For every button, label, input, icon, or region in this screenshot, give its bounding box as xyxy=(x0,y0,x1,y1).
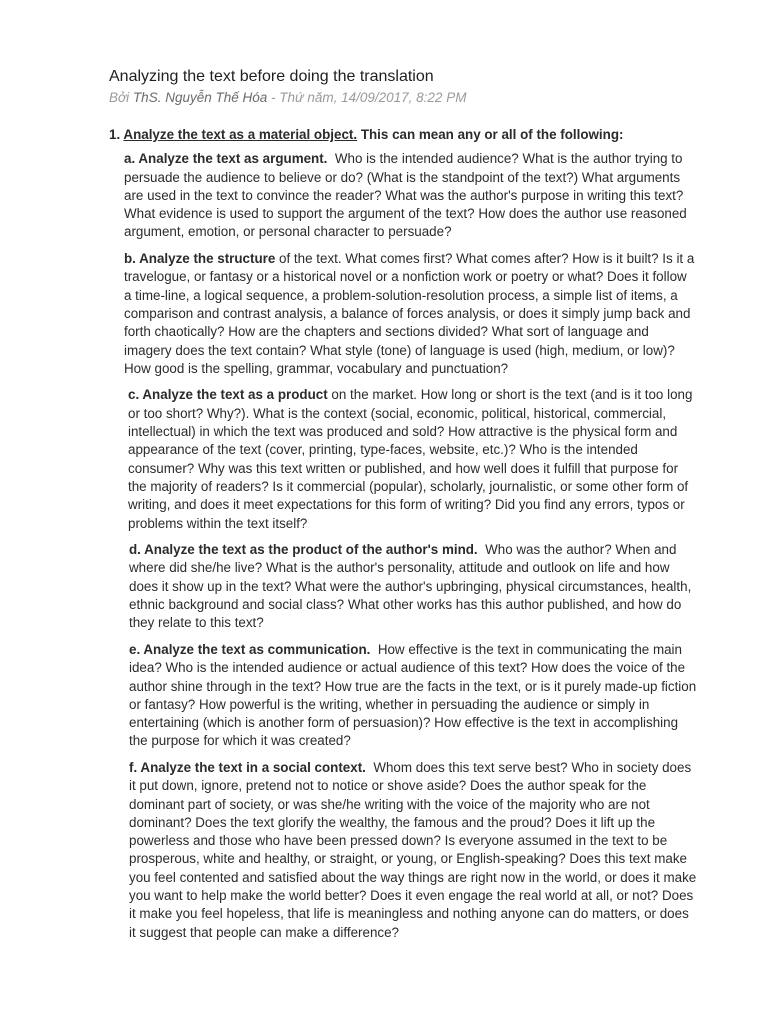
paragraph-a xyxy=(109,150,697,241)
item-text: of the text. What comes first? What comes after? How is it built? Is it a travelogue, or fantasy or a historical novel or a nonfiction work or poetry or what? Does it follow a time-line, a logical sequence, a problem-solution-resolution process, a simple list of items, a comparison and contrast analysis, a balance of forces analysis, or does it simply jump back and forth chaotically? How are the chapters and sections divided? What sort of language and imagery does the text contain? What style (tone) of language is used (high, medium, or low)? How good is the spelling, grammar, vocabulary and punctuation? xyxy=(124,251,695,376)
section-heading-rest: This can mean any or all of the following: xyxy=(360,127,624,142)
article-byline xyxy=(109,90,466,105)
item-label: a. Analyze the text as argument. xyxy=(124,151,328,167)
item-label: c. Analyze the text as a product xyxy=(128,387,328,403)
byline-prefix: Bởi xyxy=(109,90,130,105)
item-label: b. Analyze the structure xyxy=(124,251,276,267)
item-text: on the market. How long or short is the text (and is it too long or too short? Why?). What is the context (social, economic, political, historical, commercial, intellectual) in which the text was produced and sold? How attractive is the physical form and appearance of the text (cover, printing, type-faces, website, etc.)? Who is the intended consumer? Why was this text written or published, and how well does it fulfill that purpose for the majority of readers? Is it commercial (popular), scholarly, journalistic, or some other form of writing, and does it meet expectations for this form of writing? Did you find any errors, typos or problems within the text itself? xyxy=(128,387,693,531)
section-heading-underlined: Analyze the text as a material object. xyxy=(123,127,358,142)
byline-date: - Thứ năm, 14/09/2017, 8:22 PM xyxy=(271,90,467,105)
section-number: 1. xyxy=(109,127,121,142)
item-text: Whom does this text serve best? Who in society does it put down, ignore, pretend not to notice or shove aside? Does the author speak for the dominant part of society, or was she/he writing with the voice of the majority who are not dominant? Does the text glorify the wealthy, the famous and the proud? Does it lift up the powerless and those who have been pressed down? Is everyone assumed in the text to be prosperous, white and healthy, or straight, or young, or English-speaking? Does this text make you feel contented and satisfied about the way things are right now in the world, or does it make you want to help make the world better? Does it even engage the real world at all, or not? Does it make you feel hopeless, that life is meaningless and nothing anyone can do matters, or does it suggest that people can make a difference? xyxy=(129,759,697,940)
item-label: f. Analyze the text in a social context. xyxy=(129,759,366,775)
item-text: Who is the intended audience? What is the author trying to persuade the audience to believe or do? (What is the standpoint of the text?) What arguments are used in the text to convince the reader? What was the author's purpose in writing this text? What evidence is used to support the argument of the text? How does the author use reasoned argument, emotion, or personal character to persuade? xyxy=(124,151,687,240)
article-title: Analyzing the text before doing the translation xyxy=(109,68,434,85)
item-text: How effective is the text in communicating the main idea? Who is the intended audience or actual audience of this text? How does the voice of the author shine through in the text? How true are the facts in the text, or is it purely made-up fiction or fantasy? How powerful is the writing, whether in persuading the audience or simply in entertaining (which is another form of persuasion)? How effective is the text in accomplishing the purpose for which it was created? xyxy=(129,641,697,749)
paragraph-e xyxy=(109,641,697,751)
paragraph-c xyxy=(109,386,697,532)
paragraph-f xyxy=(109,759,697,942)
item-text: Who was the author? When and where did she/he live? What is the author's personality, attitude and outlook on life and how does it show up in the text? What were the author's upbringing, physical circumstances, health, ethnic background and social class? What other works has this author published, and how do they relate to this text? xyxy=(129,542,692,631)
section-heading xyxy=(109,126,697,144)
item-label: d. Analyze the text as the product of the author's mind. xyxy=(129,542,478,558)
paragraph-d xyxy=(109,541,697,632)
article-body xyxy=(109,126,697,950)
item-label: e. Analyze the text as communication. xyxy=(129,641,371,657)
paragraph-b xyxy=(109,250,697,378)
author-link[interactable]: ThS. Nguyễn Thế Hóa xyxy=(132,90,268,105)
